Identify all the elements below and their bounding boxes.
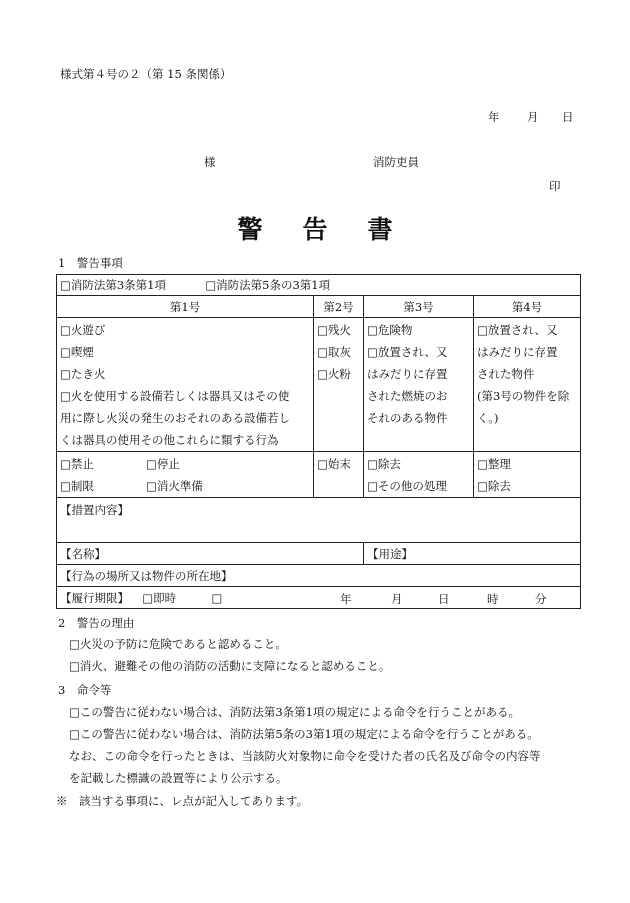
col4-text-line: (第3号の物件を除 bbox=[477, 389, 570, 403]
law-option-article3[interactable]: □消防法第3条第1項 bbox=[60, 278, 166, 292]
title-char: 書 bbox=[367, 215, 393, 244]
act-equipment-line2: 用に際し火災の発生のおそれのある設備若し bbox=[60, 411, 290, 425]
act-bonfire[interactable]: □たき火 bbox=[60, 367, 106, 381]
col4-items bbox=[474, 318, 581, 452]
location-label: 【行為の場所又は物件の所在地】 bbox=[60, 568, 233, 583]
order-publication-line1: なお、この命令を行ったときは、当該防火対象物に命令を受けた者の氏名及び命令の内容等 bbox=[69, 749, 541, 763]
officer-label: 消防吏員 bbox=[373, 155, 419, 169]
col4-text-line: く。) bbox=[477, 411, 499, 425]
reason-fire-danger[interactable]: □火災の予防に危険であると認めること。 bbox=[69, 637, 287, 651]
date-day-label: 日 bbox=[562, 110, 574, 124]
col3-text-line: はみだりに存置 bbox=[367, 367, 448, 381]
measure-content-label: 【措置内容】 bbox=[60, 503, 129, 517]
deadline-month: 月 bbox=[391, 592, 403, 606]
item-ashes[interactable]: □取灰 bbox=[317, 345, 351, 359]
col3-items bbox=[364, 318, 474, 452]
date-month-label: 月 bbox=[527, 110, 539, 124]
measure-content-cell[interactable] bbox=[57, 498, 581, 543]
measure-dispose[interactable]: □始末 bbox=[317, 457, 351, 471]
measure-extinguish-prep[interactable]: □消火準備 bbox=[146, 479, 203, 493]
measures-col3 bbox=[364, 452, 474, 498]
item-abandoned-combustible[interactable]: □放置され、又 bbox=[367, 345, 448, 359]
col4-text-line: された物件 bbox=[477, 367, 535, 381]
column-header-4: 第4号 bbox=[474, 296, 581, 318]
deadline-day: 日 bbox=[438, 592, 450, 606]
measure-restrict[interactable]: □制限 bbox=[60, 479, 94, 493]
section1-heading: 1 警告事項 bbox=[58, 256, 123, 270]
column-header-1: 第1号 bbox=[57, 296, 314, 318]
measure-prohibit[interactable]: □禁止 bbox=[60, 457, 94, 471]
deadline-other[interactable]: □ bbox=[211, 590, 223, 605]
col2-items bbox=[314, 318, 364, 452]
section3-items bbox=[69, 701, 541, 789]
name-label: 【名称】 bbox=[60, 546, 106, 561]
col3-text-line: された燃焼のお bbox=[367, 389, 448, 403]
form-number: 様式第４号の２（第 15 条関係） bbox=[60, 67, 232, 81]
section2-heading: 2 警告の理由 bbox=[58, 616, 135, 630]
order-publication-line2: を記載した標識の設置等により公示する。 bbox=[69, 771, 288, 785]
deadline-minute: 分 bbox=[535, 592, 547, 606]
measures-col1 bbox=[57, 452, 314, 498]
seal-label: 印 bbox=[549, 179, 561, 193]
order-article5-3[interactable]: □この警告に従わない場合は、消防法第5条の3第1項の規定による命令を行うことがある。 bbox=[69, 727, 539, 741]
act-smoking[interactable]: □喫煙 bbox=[60, 345, 94, 359]
warning-table bbox=[56, 274, 581, 609]
use-cell[interactable] bbox=[364, 543, 581, 565]
title-char: 警 bbox=[237, 215, 263, 244]
measures-col4 bbox=[474, 452, 581, 498]
item-sparks[interactable]: □火粉 bbox=[317, 367, 351, 381]
col1-acts bbox=[57, 318, 314, 452]
deadline-cell bbox=[57, 587, 581, 609]
deadline-hour: 時 bbox=[487, 592, 499, 606]
column-header-3: 第3号 bbox=[364, 296, 474, 318]
item-embers[interactable]: □残火 bbox=[317, 323, 351, 337]
measures-col2 bbox=[314, 452, 364, 498]
section3-heading: 3 命令等 bbox=[58, 683, 112, 697]
measure-remove[interactable]: □除去 bbox=[367, 457, 401, 471]
document-title bbox=[0, 217, 630, 242]
deadline-immediate[interactable]: □即時 bbox=[142, 590, 177, 605]
act-equipment-line1[interactable]: □火を使用する設備若しくは器具又はその使 bbox=[60, 389, 290, 403]
column-header-2: 第2号 bbox=[314, 296, 364, 318]
use-label: 【用途】 bbox=[367, 546, 413, 561]
law-option-article5-3[interactable]: □消防法第5条の3第1項 bbox=[205, 278, 331, 292]
title-char: 告 bbox=[302, 215, 328, 244]
measure-other[interactable]: □その他の処理 bbox=[367, 479, 447, 493]
reason-obstruction[interactable]: □消火、避難その他の消防の活動に支障になると認めること。 bbox=[69, 659, 391, 673]
checkmark-note: ※ 該当する事項に、レ点が記入してあります。 bbox=[56, 794, 309, 808]
act-equipment-line3: くは器具の使用その他これらに類する行為 bbox=[60, 433, 279, 447]
addressee-suffix: 様 bbox=[204, 155, 216, 169]
deadline-year: 年 bbox=[340, 592, 352, 606]
col4-text-line: はみだりに存置 bbox=[477, 345, 558, 359]
measure-arrange[interactable]: □整理 bbox=[477, 457, 511, 471]
col3-text-line: それのある物件 bbox=[367, 411, 448, 425]
item-abandoned-object[interactable]: □放置され、又 bbox=[477, 323, 558, 337]
law-options-row bbox=[57, 275, 581, 296]
date-year-label: 年 bbox=[488, 110, 500, 124]
act-fire-play[interactable]: □火遊び bbox=[60, 323, 106, 337]
measure-remove-2[interactable]: □除去 bbox=[477, 479, 511, 493]
deadline-label: 【履行期限】 bbox=[60, 590, 129, 605]
location-cell[interactable] bbox=[57, 565, 581, 587]
item-hazardous[interactable]: □危険物 bbox=[367, 323, 413, 337]
order-article3[interactable]: □この警告に従わない場合は、消防法第3条第1項の規定による命令を行うことがある。 bbox=[69, 705, 520, 719]
name-cell[interactable] bbox=[57, 543, 364, 565]
section2-items bbox=[69, 633, 390, 677]
measure-stop[interactable]: □停止 bbox=[146, 457, 180, 471]
